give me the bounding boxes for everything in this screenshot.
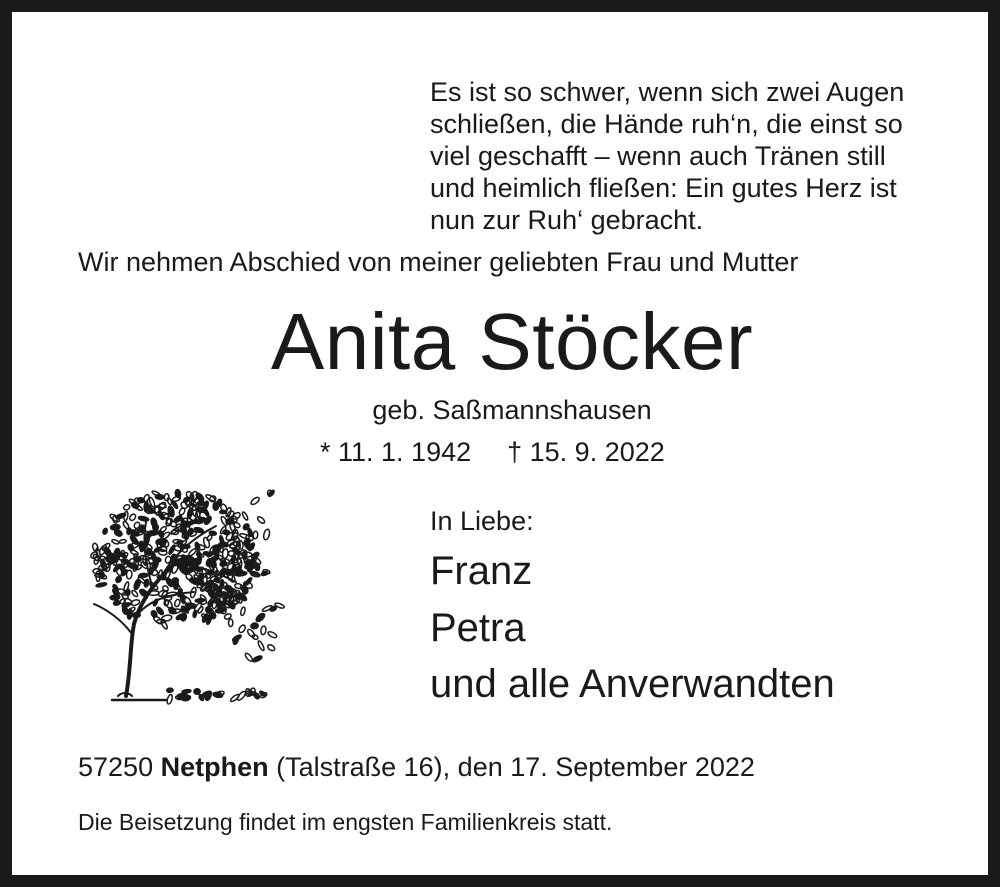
place-and-date [78, 747, 755, 787]
city: Netphen [160, 752, 269, 782]
mourner-name: und alle Anverwandten [430, 662, 835, 706]
poem-line: und heimlich fließen: Ein gutes Herz ist [430, 173, 897, 203]
life-dates [320, 435, 665, 469]
address-date: (Talstraße 16), den 17. September 2022 [276, 752, 755, 782]
mourner-name: Petra [430, 606, 526, 650]
poem-line: nun zur Ruh‘ gebracht. [430, 205, 704, 235]
mourners-heading: In Liebe: [430, 506, 534, 536]
poem-line: Es ist so schwer, wenn sich zwei Augen [430, 77, 905, 107]
tree-icon [76, 464, 286, 709]
poem [430, 76, 904, 236]
death-date: † 15. 9. 2022 [507, 437, 665, 467]
birth-date: * 11. 1. 1942 [320, 437, 472, 467]
poem-line: viel geschafft – wenn auch Tränen still [430, 141, 886, 171]
intro-line: Wir nehmen Abschied von meiner geliebten Frau und Mutter [78, 247, 799, 277]
poem-line: schließen, die Hände ruh‘n, die einst so [430, 109, 903, 139]
maiden-name: geb. Saßmannshausen [372, 395, 652, 425]
postal-code: 57250 [78, 752, 154, 782]
burial-note: Die Beisetzung findet im engsten Familienkreis statt. [78, 809, 613, 835]
deceased-name: Anita Stöcker [270, 297, 754, 386]
mourner-name: Franz [430, 549, 533, 593]
